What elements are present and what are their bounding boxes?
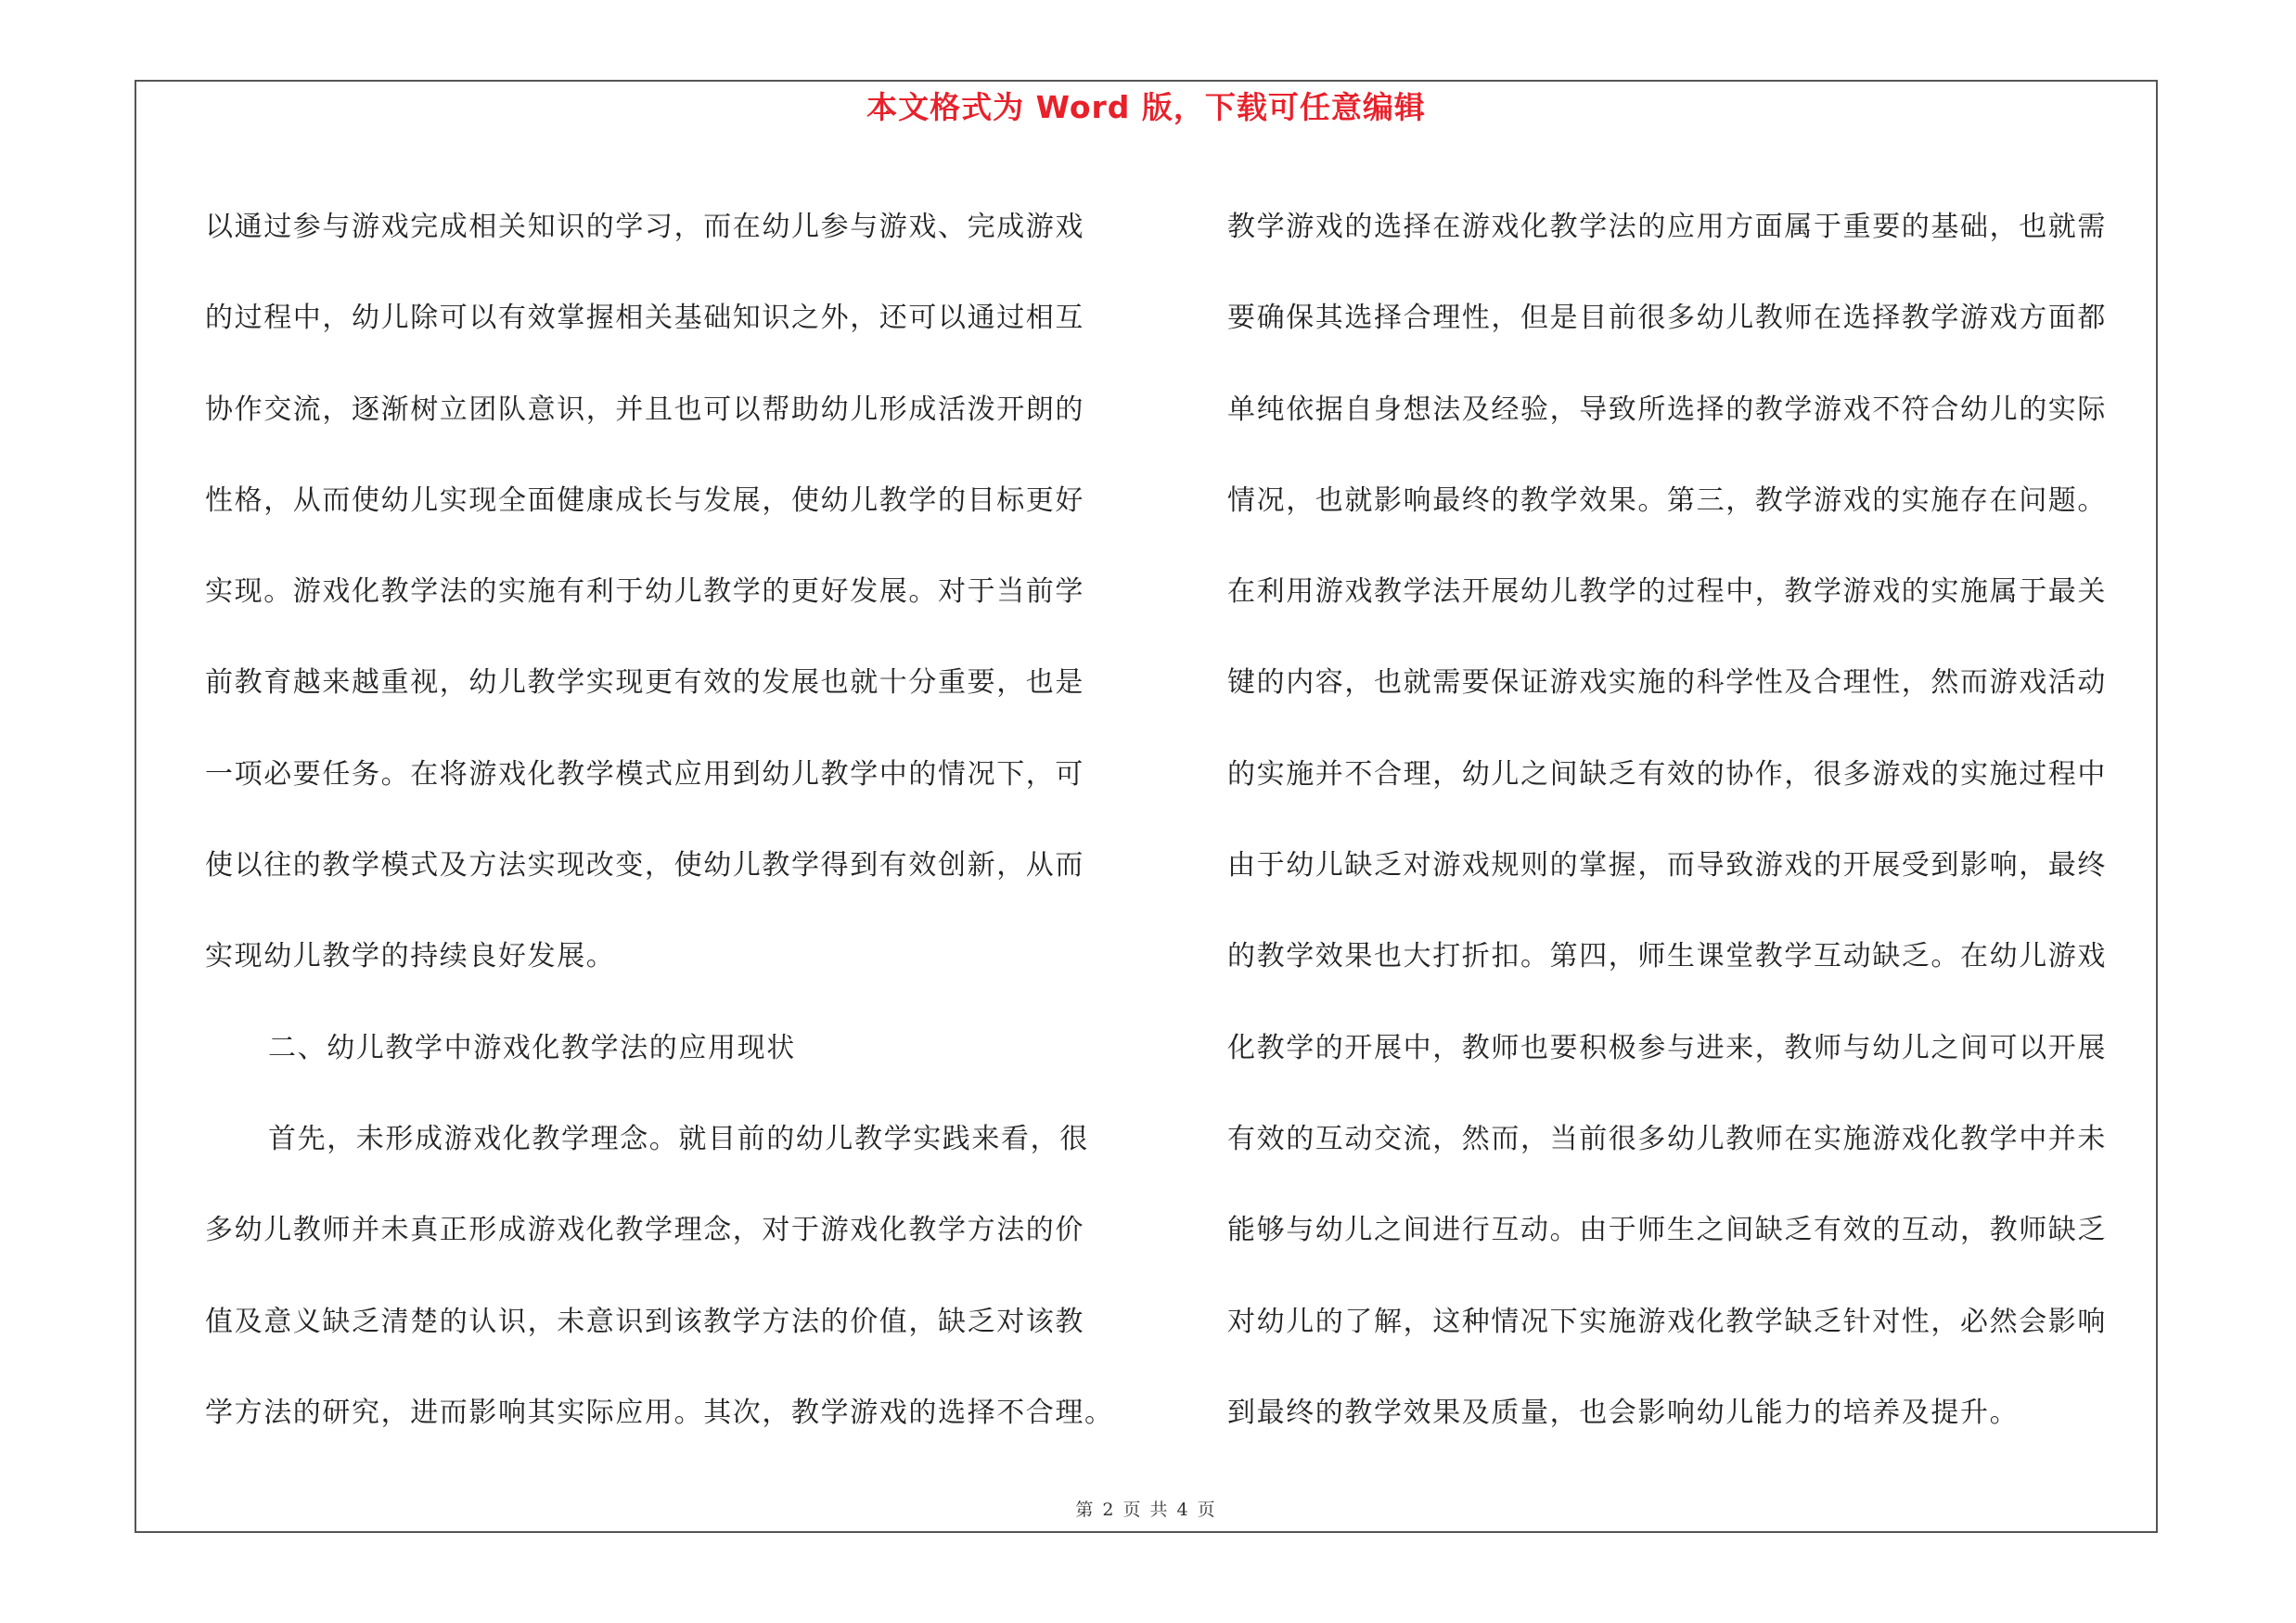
text-line: 能够与幼儿之间进行互动。由于师生之间缺乏有效的互动，教师缺乏: [1227, 1214, 2107, 1247]
section-heading: 二、幼儿教学中游戏化教学法的应用现状: [268, 1031, 796, 1064]
text-line: 协作交流，逐渐树立团队意识，并且也可以帮助幼儿形成活泼开朗的: [205, 393, 1084, 426]
text-line: 对幼儿的了解，这种情况下实施游戏化教学缺乏针对性，必然会影响: [1227, 1305, 2107, 1338]
left-text-column: [205, 182, 1133, 1459]
text-line: 一项必要任务。在将游戏化教学模式应用到幼儿教学中的情况下，可: [205, 757, 1084, 791]
format-banner: 本文格式为 Word 版，下载可任意编辑: [866, 89, 1426, 125]
text-line: 性格，从而使幼儿实现全面健康成长与发展，使幼儿教学的目标更好: [205, 483, 1084, 517]
text-line: 实现幼儿教学的持续良好发展。: [205, 940, 616, 973]
text-line: 键的内容，也就需要保证游戏实施的科学性及合理性，然而游戏活动: [1227, 666, 2107, 700]
text-line: 的过程中，幼儿除可以有效掌握相关基础知识之外，还可以通过相互: [205, 302, 1084, 335]
text-line: 有效的互动交流，然而，当前很多幼儿教师在实施游戏化教学中并未: [1227, 1122, 2107, 1155]
text-line: 值及意义缺乏清楚的认识，未意识到该教学方法的价值，缺乏对该教: [205, 1305, 1084, 1338]
text-line: 实现。游戏化教学法的实施有利于幼儿教学的更好发展。对于当前学: [205, 575, 1084, 609]
text-line: 由于幼儿缺乏对游戏规则的掌握，而导致游戏的开展受到影响，最终: [1227, 849, 2107, 882]
text-line: 以通过参与游戏完成相关知识的学习，而在幼儿参与游戏、完成游戏: [205, 211, 1084, 243]
text-line: 多幼儿教师并未真正形成游戏化教学理念，对于游戏化教学方法的价: [205, 1214, 1084, 1247]
text-line: 首先，未形成游戏化教学理念。就目前的幼儿教学实践来看，很: [268, 1122, 1089, 1155]
text-line: 要确保其选择合理性，但是目前很多幼儿教师在选择教学游戏方面都: [1227, 302, 2107, 335]
text-line: 使以往的教学模式及方法实现改变，使幼儿教学得到有效创新，从而: [205, 849, 1084, 882]
text-line: 单纯依据自身想法及经验，导致所选择的教学游戏不符合幼儿的实际: [1227, 393, 2107, 426]
text-line: 在利用游戏教学法开展幼儿教学的过程中，教学游戏的实施属于最关: [1227, 575, 2107, 609]
text-line: 的实施并不合理，幼儿之间缺乏有效的协作，很多游戏的实施过程中: [1227, 757, 2107, 791]
text-line: 化教学的开展中，教师也要积极参与进来，教师与幼儿之间可以开展: [1227, 1031, 2107, 1064]
text-line: 前教育越来越重视，幼儿教学实现更有效的发展也就十分重要，也是: [205, 666, 1084, 700]
right-text-column: [1227, 182, 2155, 1459]
text-line: 到最终的教学效果及质量，也会影响幼儿能力的培养及提升。: [1227, 1396, 2020, 1429]
text-line: 的教学效果也大打折扣。第四，师生课堂教学互动缺乏。在幼儿游戏: [1227, 940, 2107, 973]
text-line: 教学游戏的选择在游戏化教学法的应用方面属于重要的基础，也就需: [1227, 211, 2107, 243]
page-number-footer: 第 2 页 共 4 页: [1075, 1500, 1217, 1520]
text-line: 学方法的研究，进而影响其实际应用。其次，教学游戏的选择不合理。: [205, 1396, 1114, 1429]
text-line: 情况，也就影响最终的教学效果。第三，教学游戏的实施存在问题。: [1227, 483, 2107, 517]
